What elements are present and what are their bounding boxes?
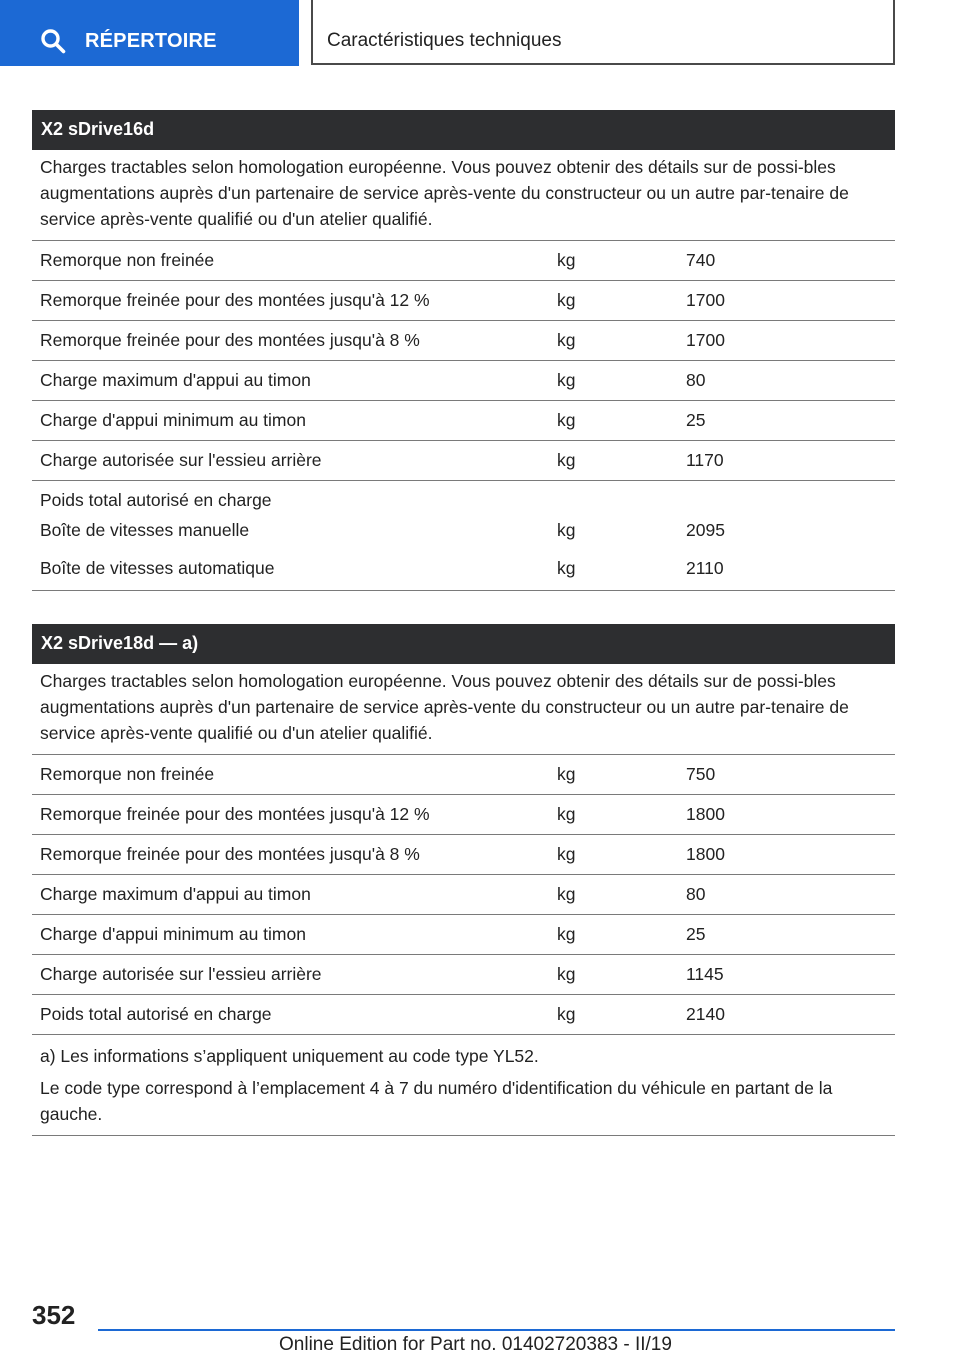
table-row [32, 321, 895, 361]
table-row [32, 520, 895, 558]
table-row [32, 995, 895, 1035]
row-label: Remorque non freinée [40, 250, 215, 270]
row-label: Poids total autorisé en charge [40, 490, 272, 510]
row-label: Charge autorisée sur l'essieu arrière [40, 964, 322, 984]
table-row [32, 875, 895, 915]
footnotes [32, 1035, 895, 1136]
row-value: 25 [686, 924, 706, 944]
row-value: 80 [686, 370, 706, 390]
top-navigation-bar [0, 0, 960, 66]
row-value: 750 [686, 764, 716, 784]
row-label: Charge d'appui minimum au timon [40, 410, 306, 430]
table-row [32, 361, 895, 401]
row-label: Charge autorisée sur l'essieu arrière [40, 450, 322, 470]
row-unit: kg [557, 924, 576, 944]
search-icon [40, 28, 66, 54]
row-unit: kg [557, 884, 576, 904]
table-row [32, 401, 895, 441]
section-heading: X2 sDrive16d [32, 110, 895, 150]
table-row [32, 915, 895, 955]
row-unit: kg [557, 370, 576, 390]
row-unit: kg [557, 410, 576, 430]
row-value: 1145 [686, 964, 724, 984]
row-label: Remorque freinée pour des montées jusqu'à 12 % [40, 290, 430, 310]
section-intro: Charges tractables selon homologation européenne. Vous pouvez obtenir des détails sur de possi-bles augmentations auprès d'un partenaire de service après-vente du constructeur ou un autre par-tenaire de service après-vente qualifié ou d'un atelier qualifié. [32, 664, 895, 755]
spec-section-sdrive18d [32, 624, 895, 1136]
page-number: 352 [32, 1300, 76, 1330]
row-value: 740 [686, 250, 716, 270]
row-value: 1700 [686, 330, 725, 350]
row-label: Boîte de vitesses automatique [40, 558, 275, 578]
row-label: Charge d'appui minimum au timon [40, 924, 306, 944]
row-value: 80 [686, 884, 706, 904]
row-unit: kg [557, 520, 576, 540]
chapter-title: Caractéristiques techniques [327, 30, 562, 51]
row-unit: kg [557, 804, 576, 824]
row-label: Remorque freinée pour des montées jusqu'à 8 % [40, 330, 420, 350]
section-heading: X2 sDrive18d — a) [32, 624, 895, 664]
section-intro: Charges tractables selon homologation européenne. Vous pouvez obtenir des détails sur de possi-bles augmentations auprès d'un partenaire de service après-vente du constructeur ou un autre par-tenaire de service après-vente qualifié ou d'un atelier qualifié. [32, 150, 895, 241]
footnote: Le code type correspond à l’emplacement 4 à 7 du numéro d'identification du véhicule en partant de la gauche. [40, 1078, 833, 1124]
row-value: 1800 [686, 844, 725, 864]
row-unit: kg [557, 250, 576, 270]
row-label: Remorque freinée pour des montées jusqu'à 8 % [40, 844, 420, 864]
row-label: Charge maximum d'appui au timon [40, 370, 311, 390]
table-row [32, 281, 895, 321]
table-row [32, 835, 895, 875]
row-unit: kg [557, 964, 576, 984]
table-row [32, 241, 895, 281]
edition-info: Online Edition for Part no. 01402720383 - II/19 [279, 1334, 672, 1355]
table-row [32, 955, 895, 995]
row-label: Charge maximum d'appui au timon [40, 884, 311, 904]
row-label: Boîte de vitesses manuelle [40, 520, 250, 540]
row-unit: kg [557, 1004, 576, 1024]
table-row [32, 755, 895, 795]
index-button-label: RÉPERTOIRE [85, 30, 217, 52]
chapter-title-box[interactable] [311, 0, 895, 65]
row-label: Remorque freinée pour des montées jusqu'à 12 % [40, 804, 430, 824]
row-value: 2110 [686, 558, 724, 578]
row-value: 1170 [686, 450, 724, 470]
row-unit: kg [557, 764, 576, 784]
table-row [32, 795, 895, 835]
row-label: Poids total autorisé en charge [40, 1004, 272, 1024]
index-button[interactable] [0, 0, 299, 66]
row-label: Remorque non freinée [40, 764, 215, 784]
row-unit: kg [557, 330, 576, 350]
spec-section-sdrive16d [32, 110, 895, 591]
table-row [32, 558, 895, 591]
row-unit: kg [557, 290, 576, 310]
row-unit: kg [557, 450, 576, 470]
footnote: a) Les informations s’appliquent uniquement au code type YL52. [40, 1046, 539, 1066]
table-row-group-label [32, 481, 895, 520]
row-unit: kg [557, 558, 576, 578]
row-unit: kg [557, 844, 576, 864]
row-value: 2095 [686, 520, 725, 540]
footer-divider [98, 1329, 895, 1331]
row-value: 2140 [686, 1004, 725, 1024]
table-row [32, 441, 895, 481]
row-value: 1700 [686, 290, 725, 310]
row-value: 1800 [686, 804, 725, 824]
row-value: 25 [686, 410, 706, 430]
